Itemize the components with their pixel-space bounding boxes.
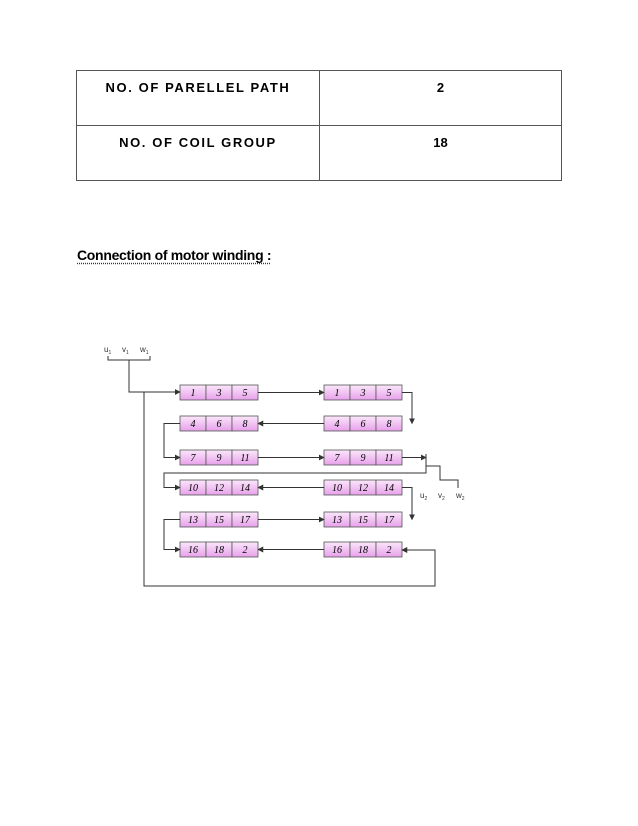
right-coil-group-1 [324, 385, 402, 400]
connection-line [426, 454, 458, 488]
right-coil-group-4 [324, 480, 402, 495]
table-row [77, 71, 562, 126]
coil-number: 3 [360, 388, 366, 399]
left-coil-group-3 [180, 450, 258, 465]
connection-line [108, 356, 150, 360]
coil-number: 9 [360, 453, 366, 464]
coil-number: 5 [242, 388, 248, 399]
left-coil-group-1 [180, 385, 258, 400]
terminal-label: $u_2$ [420, 491, 428, 502]
coil-number: 16 [332, 545, 342, 556]
coil-number: 15 [214, 515, 224, 526]
terminal-label: $u_1$ [104, 345, 112, 356]
coil-number: 11 [240, 453, 250, 464]
winding-spec-table [76, 70, 562, 181]
coil-number: 17 [384, 515, 394, 526]
coil-number: 1 [190, 388, 196, 399]
coil-number: 3 [216, 388, 222, 399]
coil-number: 10 [188, 483, 198, 494]
coil-number: 12 [214, 483, 224, 494]
left-coil-group-4 [180, 480, 258, 495]
coil-group-label: NO. OF COIL GROUP [77, 126, 320, 181]
coil-number: 9 [216, 453, 222, 464]
coil-number: 16 [188, 545, 198, 556]
coil-number: 8 [386, 419, 392, 430]
coil-number: 5 [386, 388, 392, 399]
coil-number: 12 [358, 483, 368, 494]
left-coil-group-5 [180, 512, 258, 527]
section-heading: Connection of motor winding : [77, 247, 272, 263]
connection-line [164, 520, 180, 550]
parallel-path-label: NO. OF PARELLEL PATH [77, 71, 320, 126]
coil-number: 1 [334, 388, 340, 399]
coil-number: 6 [360, 419, 366, 430]
coil-number: 13 [188, 515, 198, 526]
coil-number: 14 [240, 483, 250, 494]
right-coil-group-6 [324, 542, 402, 557]
connection-line [402, 488, 412, 520]
coil-number: 7 [334, 453, 340, 464]
coil-number: 2 [386, 545, 392, 556]
coil-number: 7 [190, 453, 196, 464]
table-row [77, 126, 562, 181]
coil-number: 17 [240, 515, 250, 526]
coil-number: 18 [358, 545, 368, 556]
coil-number: 15 [358, 515, 368, 526]
coil-number: 11 [384, 453, 394, 464]
parallel-path-value: 2 [319, 71, 561, 126]
coil-number: 2 [242, 545, 248, 556]
coil-number: 14 [384, 483, 394, 494]
connection-line [402, 393, 412, 424]
connection-line [164, 424, 180, 458]
connection-lines [108, 356, 458, 586]
winding-connection-diagram [90, 330, 490, 610]
coil-groups [180, 385, 402, 557]
input-terminals [104, 345, 149, 356]
terminal-label: $v_2$ [438, 491, 445, 502]
coil-number: 10 [332, 483, 342, 494]
terminal-label: $w_1$ [140, 345, 149, 356]
left-coil-group-6 [180, 542, 258, 557]
right-coil-group-2 [324, 416, 402, 431]
right-coil-group-5 [324, 512, 402, 527]
coil-number: 4 [190, 419, 196, 430]
coil-number: 6 [216, 419, 222, 430]
right-coil-group-3 [324, 450, 402, 465]
coil-group-value: 18 [319, 126, 561, 181]
terminal-label: $v_1$ [122, 345, 129, 356]
output-terminals [420, 491, 465, 502]
left-coil-group-2 [180, 416, 258, 431]
coil-number: 18 [214, 545, 224, 556]
terminal-label: $w_2$ [456, 491, 465, 502]
connection-line [129, 360, 180, 392]
coil-number: 4 [334, 419, 340, 430]
coil-number: 13 [332, 515, 342, 526]
coil-number: 8 [242, 419, 248, 430]
